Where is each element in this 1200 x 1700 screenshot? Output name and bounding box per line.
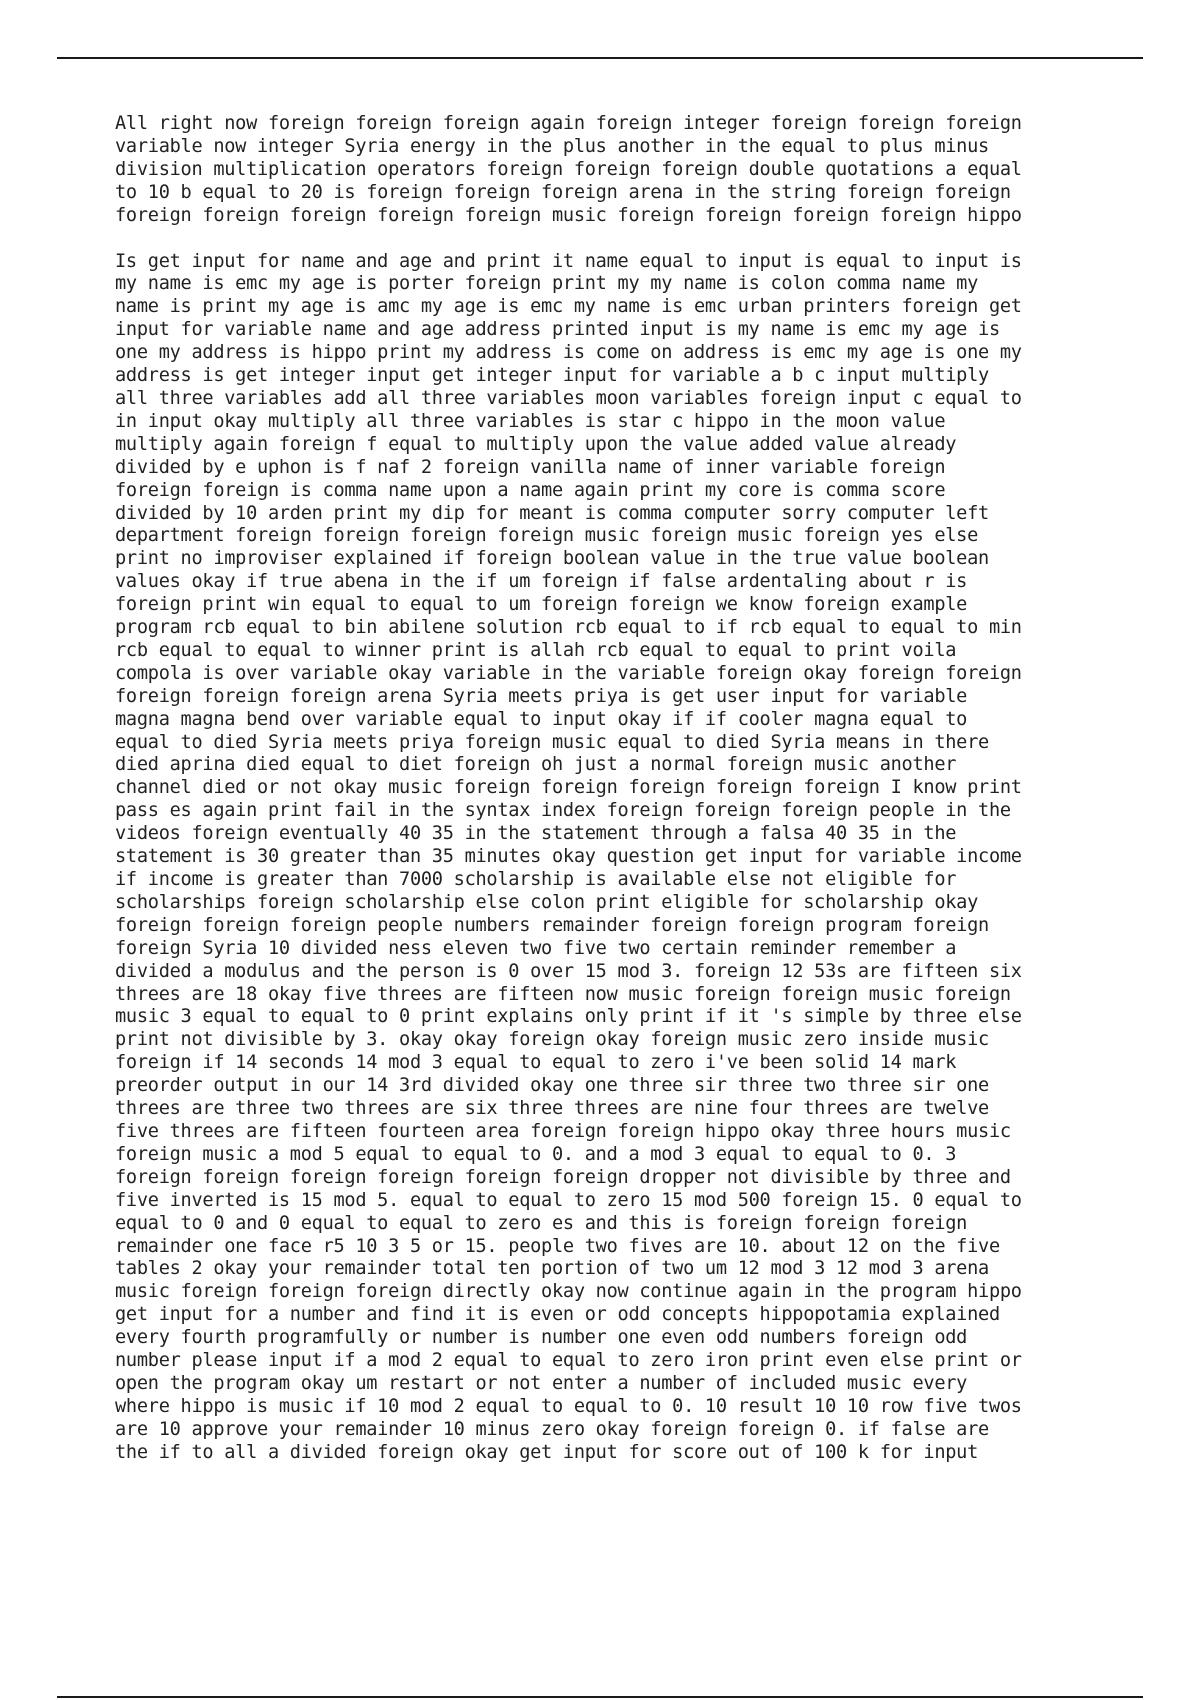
text-line: divided by 10 arden print my dip for meant is comma computer sorry computer left bbox=[115, 502, 989, 524]
text-line: rcb equal to equal to winner print is allah rcb equal to equal to print voila bbox=[115, 639, 957, 661]
text-line: channel died or not okay music foreign foreign foreign foreign foreign I know print bbox=[115, 777, 1022, 799]
text-line: the if to all a divided foreign okay get input for score out of 100 k for input bbox=[115, 1441, 979, 1463]
document-body bbox=[115, 113, 1125, 1465]
text-line: All right now foreign foreign foreign again foreign integer foreign foreign foreign bbox=[115, 113, 1022, 134]
text-line: tables 2 okay your remainder total ten portion of two um 12 mod 3 12 mod 3 arena bbox=[115, 1258, 989, 1280]
text-line: foreign music a mod 5 equal to equal to 0. and a mod 3 equal to equal to 0. 3 bbox=[115, 1143, 957, 1165]
text-line: foreign foreign foreign foreign foreign music foreign foreign foreign foreign hippo bbox=[115, 204, 1022, 226]
text-line: threes are 18 okay five threes are fifteen now music foreign foreign music foreign bbox=[115, 983, 1011, 1005]
text-line: divided by e uphon is f naf 2 foreign vanilla name of inner variable foreign bbox=[115, 456, 946, 478]
text-line: one my address is hippo print my address is come on address is emc my age is one my bbox=[115, 342, 1022, 364]
text-line: died aprina died equal to diet foreign oh just a normal foreign music another bbox=[115, 754, 957, 776]
header-rule bbox=[57, 57, 1143, 59]
text-line: foreign Syria 10 divided ness eleven two five two certain reminder remember a bbox=[115, 937, 957, 959]
text-line: name is print my age is amc my age is emc my name is emc urban printers foreign get bbox=[115, 296, 1022, 318]
text-line: preorder output in our 14 3rd divided okay one three sir three two three sir one bbox=[115, 1075, 989, 1097]
text-line: music foreign foreign foreign directly okay now continue again in the program hippo bbox=[115, 1281, 1022, 1303]
text-line: open the program okay um restart or not enter a number of included music every bbox=[115, 1372, 968, 1394]
text-line: magna magna bend over variable equal to input okay if if cooler magna equal to bbox=[115, 708, 968, 730]
text-line: input for variable name and age address printed input is my name is emc my age is bbox=[115, 319, 1000, 341]
text-line: number please input if a mod 2 equal to equal to zero iron print even else print or bbox=[115, 1350, 1022, 1372]
text-line: equal to 0 and 0 equal to equal to zero es and this is foreign foreign foreign bbox=[115, 1212, 968, 1234]
text-line: equal to died Syria meets priya foreign music equal to died Syria means in there bbox=[115, 731, 989, 753]
paragraph-1 bbox=[115, 113, 1125, 228]
text-line: print no improviser explained if foreign boolean value in the true value boolean bbox=[115, 548, 989, 570]
text-line: values okay if true abena in the if um foreign if false ardentaling about r is bbox=[115, 571, 968, 593]
text-line: scholarships foreign scholarship else colon print eligible for scholarship okay bbox=[115, 891, 979, 913]
text-line: divided a modulus and the person is 0 over 15 mod 3. foreign 12 53s are fifteen six bbox=[115, 960, 1022, 982]
text-line: five inverted is 15 mod 5. equal to equal to zero 15 mod 500 foreign 15. 0 equal to bbox=[115, 1189, 1022, 1211]
text-line: variable now integer Syria energy in the plus another in the equal to plus minus bbox=[115, 135, 989, 157]
text-line: print not divisible by 3. okay okay foreign okay foreign music zero inside music bbox=[115, 1029, 989, 1051]
text-line: pass es again print fail in the syntax index foreign foreign foreign people in the bbox=[115, 800, 1011, 822]
text-line: are 10 approve your remainder 10 minus zero okay foreign foreign 0. if false are bbox=[115, 1418, 989, 1440]
text-line: Is get input for name and age and print it name equal to input is equal to input is bbox=[115, 250, 1022, 272]
text-line: multiply again foreign f equal to multiply upon the value added value already bbox=[115, 433, 957, 455]
text-line: program rcb equal to bin abilene solution rcb equal to if rcb equal to equal to min bbox=[115, 617, 1022, 639]
text-line: threes are three two threes are six three threes are nine four threes are twelve bbox=[115, 1098, 989, 1120]
text-line: foreign foreign foreign arena Syria meets priya is get user input for variable bbox=[115, 685, 968, 707]
text-line: all three variables add all three variables moon variables foreign input c equal to bbox=[115, 387, 1022, 409]
text-line: my name is emc my age is porter foreign print my my name is colon comma name my bbox=[115, 273, 979, 295]
text-line: foreign if 14 seconds 14 mod 3 equal to equal to zero i've been solid 14 mark bbox=[115, 1052, 957, 1074]
text-line: address is get integer input get integer input for variable a b c input multiply bbox=[115, 365, 989, 387]
text-line: videos foreign eventually 40 35 in the statement through a falsa 40 35 in the bbox=[115, 823, 957, 845]
text-line: compola is over variable okay variable in the variable foreign okay foreign foreign bbox=[115, 662, 1022, 684]
text-line: five threes are fifteen fourteen area foreign foreign hippo okay three hours music bbox=[115, 1120, 1011, 1142]
paragraph-2 bbox=[115, 251, 1125, 1465]
text-line: to 10 b equal to 20 is foreign foreign foreign arena in the string foreign foreign bbox=[115, 181, 1011, 203]
text-line: in input okay multiply all three variables is star c hippo in the moon value bbox=[115, 410, 946, 432]
footer-rule bbox=[57, 1696, 1143, 1698]
text-line: foreign print win equal to equal to um foreign foreign we know foreign example bbox=[115, 594, 968, 616]
text-line: foreign foreign foreign people numbers remainder foreign foreign program foreign bbox=[115, 914, 989, 936]
text-line: music 3 equal to equal to 0 print explains only print if it 's simple by three else bbox=[115, 1006, 1022, 1028]
text-line: statement is 30 greater than 35 minutes okay question get input for variable income bbox=[115, 846, 1022, 868]
text-line: where hippo is music if 10 mod 2 equal to equal to 0. 10 result 10 10 row five twos bbox=[115, 1395, 1022, 1417]
text-line: get input for a number and find it is even or odd concepts hippopotamia explained bbox=[115, 1304, 1000, 1326]
text-line: every fourth programfully or number is number one even odd numbers foreign odd bbox=[115, 1327, 968, 1349]
text-line: remainder one face r5 10 3 5 or 15. people two fives are 10. about 12 on the five bbox=[115, 1235, 1000, 1257]
text-line: foreign foreign is comma name upon a name again print my core is comma score bbox=[115, 479, 946, 501]
text-line: division multiplication operators foreign foreign foreign double quotations a equal bbox=[115, 158, 1022, 180]
text-line: department foreign foreign foreign foreign music foreign music foreign yes else bbox=[115, 525, 979, 547]
text-line: foreign foreign foreign foreign foreign foreign dropper not divisible by three and bbox=[115, 1166, 1011, 1188]
text-line: if income is greater than 7000 scholarship is available else not eligible for bbox=[115, 869, 957, 890]
